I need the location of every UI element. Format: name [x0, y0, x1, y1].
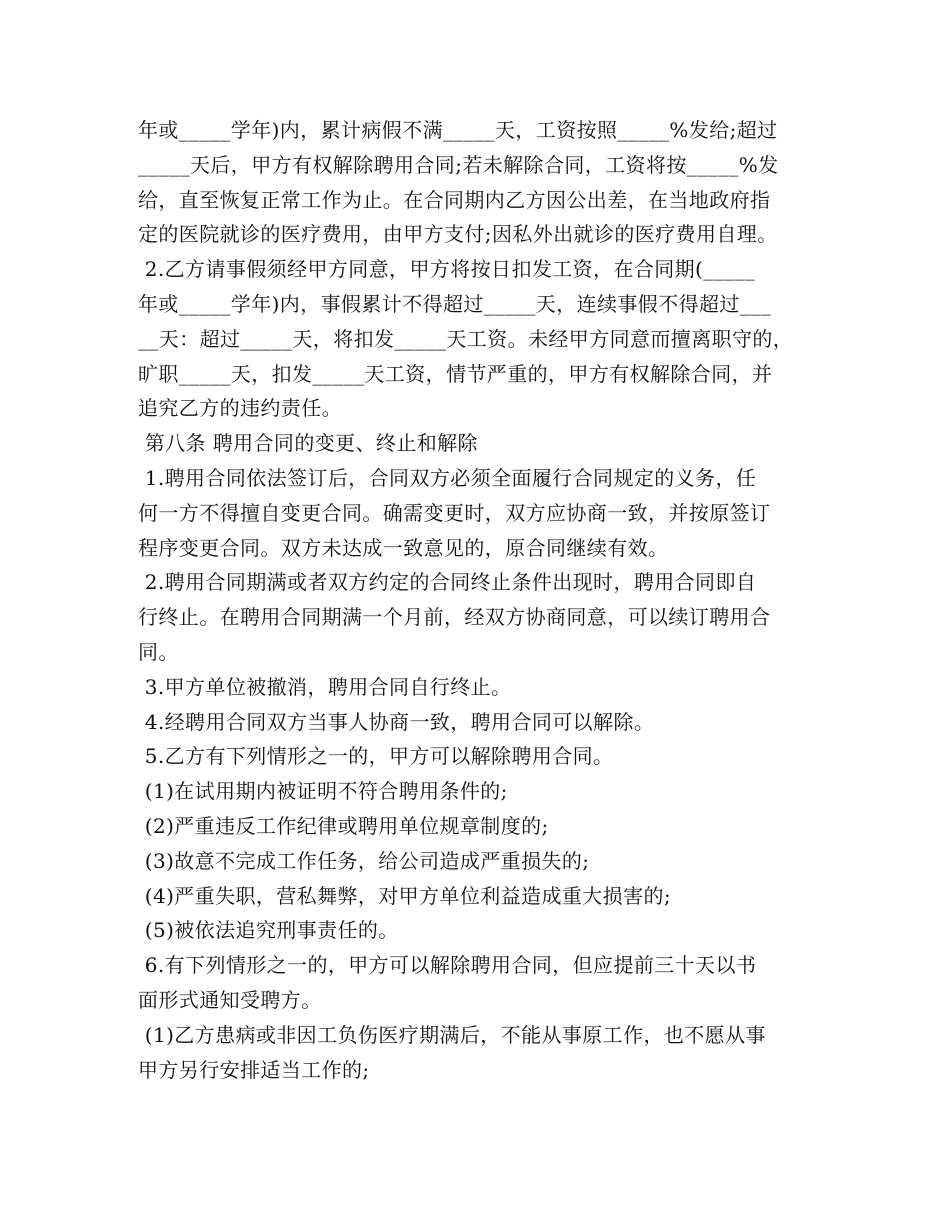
text-line-01: 年或_____学年)内，累计病假不满_____天，工资按照_____%发给;超过	[138, 118, 778, 142]
text-line-06: 年或_____学年)内，事假累计不得超过_____天，连续事假不得超过___	[138, 291, 772, 316]
list-item-5: (5)被依法追究刑事责任的。	[138, 918, 399, 943]
text-line-11: 1.聘用合同依法签订后，合同双方必须全面履行合同规定的义务，任	[138, 465, 757, 490]
text-line-25: 6.有下列情形之一的，甲方可以解除聘用合同，但应提前三十天以书	[138, 953, 757, 978]
text-line-28: 甲方另行安排适当工作的;	[138, 1057, 370, 1082]
text-line-04: 定的医院就诊的医疗费用，由甲方支付;因私外出就诊的医疗费用自理。	[138, 222, 778, 247]
list-item-2: (2)严重违反工作纪律或聘用单位规章制度的;	[138, 813, 549, 838]
list-item-3: (3)故意不完成工作任务，给公司造成严重损失的;	[138, 848, 590, 873]
text-line-12: 何一方不得擅自变更合同。确需变更时，双方应协商一致，并按原签订	[138, 500, 771, 525]
text-line-14: 2.聘用合同期满或者双方约定的合同终止条件出现时，聘用合同即自	[138, 570, 757, 595]
text-line-09: 追究乙方的违约责任。	[138, 396, 342, 421]
text-line-08: 旷职_____天，扣发_____天工资，情节严重的，甲方有权解除合同，并	[138, 361, 773, 386]
section-heading-article-8: 第八条 聘用合同的变更、终止和解除	[138, 431, 478, 456]
list-item-1: (1)在试用期内被证明不符合聘用条件的;	[138, 779, 508, 804]
text-line-17: 3.甲方单位被撤消，聘用合同自行终止。	[138, 674, 512, 699]
list-item-4: (4)严重失职，营私舞弊，对甲方单位利益造成重大损害的;	[138, 883, 672, 908]
text-line-13: 程序变更合同。双方未达成一致意见的，原合同继续有效。	[138, 535, 669, 560]
text-line-18: 4.经聘用合同双方当事人协商一致，聘用合同可以解除。	[138, 709, 655, 734]
text-line-05: 2.乙方请事假须经甲方同意，甲方将按日扣发工资，在合同期(_____	[138, 257, 756, 282]
document-body	[138, 113, 818, 1087]
text-line-07: __天：超过_____天，将扣发_____天工资。未经甲方同意而擅离职守的，	[138, 326, 794, 351]
text-line-27: (1)乙方患病或非因工负伤医疗期满后，不能从事原工作，也不愿从事	[138, 1022, 766, 1047]
text-line-15: 行终止。在聘用合同期满一个月前，经双方协商同意，可以续订聘用合	[138, 605, 771, 630]
text-line-26: 面形式通知受聘方。	[138, 987, 322, 1012]
text-line-16: 同。	[138, 639, 179, 664]
text-line-03: 给，直至恢复正常工作为止。在合同期内乙方因公出差，在当地政府指	[138, 187, 771, 212]
text-line-02: _____天后，甲方有权解除聘用合同;若未解除合同，工资将按_____%发	[138, 152, 779, 177]
text-line-19: 5.乙方有下列情形之一的，甲方可以解除聘用合同。	[138, 744, 614, 769]
